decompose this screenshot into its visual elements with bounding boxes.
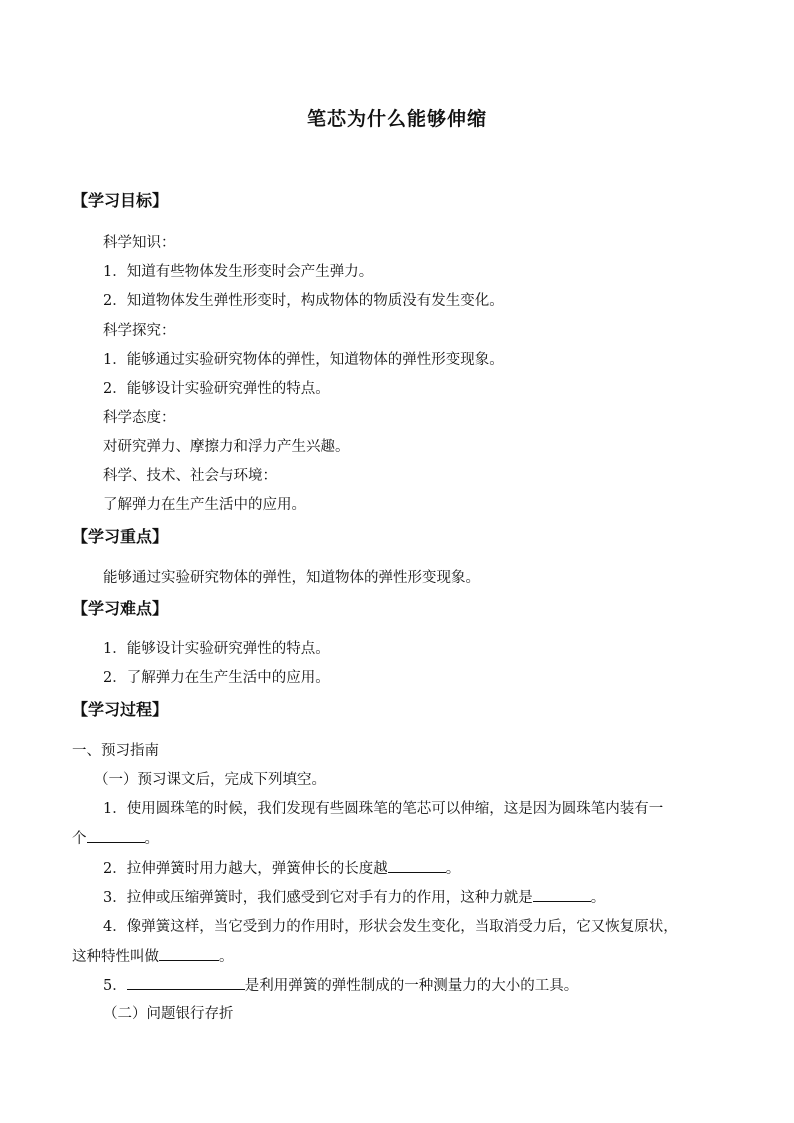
question-5-text: 是利用弹簧的弹性制成的一种测量力的大小的工具。 bbox=[244, 978, 579, 994]
question-1-prefix: 个 bbox=[72, 831, 87, 847]
process-heading: 【学习过程】 bbox=[72, 700, 169, 719]
question-2-text: 2．拉伸弹簧时用力越大，弹簧伸长的长度越 bbox=[103, 861, 388, 877]
knowledge-label: 科学知识： bbox=[103, 235, 176, 251]
question-2-suffix: 。 bbox=[445, 861, 461, 877]
question-4-prefix: 这种特性叫做 bbox=[72, 949, 159, 965]
question-2-blank[interactable] bbox=[388, 858, 446, 873]
attitude-label: 科学态度： bbox=[103, 410, 176, 426]
question-1-line-2 bbox=[72, 828, 159, 849]
inquiry-label: 科学探究： bbox=[103, 323, 176, 339]
difficulty-item-2: 2．了解弹力在生产生活中的应用。 bbox=[103, 670, 330, 686]
question-3-text: 3．拉伸或压缩弹簧时，我们感受到它对手有力的作用，这种力就是 bbox=[103, 890, 533, 906]
question-3-blank[interactable] bbox=[533, 887, 591, 902]
question-4-blank[interactable] bbox=[159, 946, 219, 961]
difficulty-item-1: 1．能够设计实验研究弹性的特点。 bbox=[103, 641, 330, 657]
question-5-number: 5． bbox=[103, 978, 127, 994]
sts-label: 科学、技术、社会与环境： bbox=[103, 468, 277, 484]
difficulties-heading: 【学习难点】 bbox=[72, 599, 169, 618]
question-5-blank[interactable] bbox=[127, 975, 245, 990]
sts-text: 了解弹力在生产生活中的应用。 bbox=[103, 497, 306, 513]
question-1-blank[interactable] bbox=[87, 828, 145, 843]
subsection-question-bank: （二）问题银行存折 bbox=[103, 1006, 234, 1022]
inquiry-item-2: 2．能够设计实验研究弹性的特点。 bbox=[103, 381, 330, 397]
question-5 bbox=[103, 975, 578, 996]
knowledge-item-2: 2．知道物体发生弹性形变时，构成物体的物质没有发生变化。 bbox=[103, 293, 504, 309]
subsection-fill-blanks: （一）预习课文后，完成下列填空。 bbox=[94, 772, 326, 788]
section-preview-guide: 一、预习指南 bbox=[72, 743, 159, 759]
key-points-heading: 【学习重点】 bbox=[72, 527, 169, 546]
question-3 bbox=[103, 887, 605, 908]
knowledge-item-1: 1．知道有些物体发生形变时会产生弹力。 bbox=[103, 264, 374, 280]
question-1-line-1: 1．使用圆珠笔的时候，我们发现有些圆珠笔的笔芯可以伸缩，这是因为圆珠笔内装有一 bbox=[103, 801, 664, 817]
question-1-suffix: 。 bbox=[144, 831, 159, 847]
goals-heading: 【学习目标】 bbox=[72, 191, 169, 210]
attitude-text: 对研究弹力、摩擦力和浮力产生兴趣。 bbox=[103, 439, 350, 455]
page-title: 笔芯为什么能够伸缩 bbox=[306, 108, 487, 130]
question-4-suffix: 。 bbox=[219, 949, 234, 965]
question-3-suffix: 。 bbox=[590, 890, 606, 906]
question-4-line-1: 4．像弹簧这样，当它受到力的作用时，形状会发生变化，当取消受力后，它又恢复原状， bbox=[103, 919, 678, 935]
key-points-text: 能够通过实验研究物体的弹性，知道物体的弹性形变现象。 bbox=[103, 570, 480, 586]
inquiry-item-1: 1．能够通过实验研究物体的弹性，知道物体的弹性形变现象。 bbox=[103, 352, 504, 368]
question-2 bbox=[103, 858, 460, 879]
question-4-line-2 bbox=[72, 946, 234, 967]
